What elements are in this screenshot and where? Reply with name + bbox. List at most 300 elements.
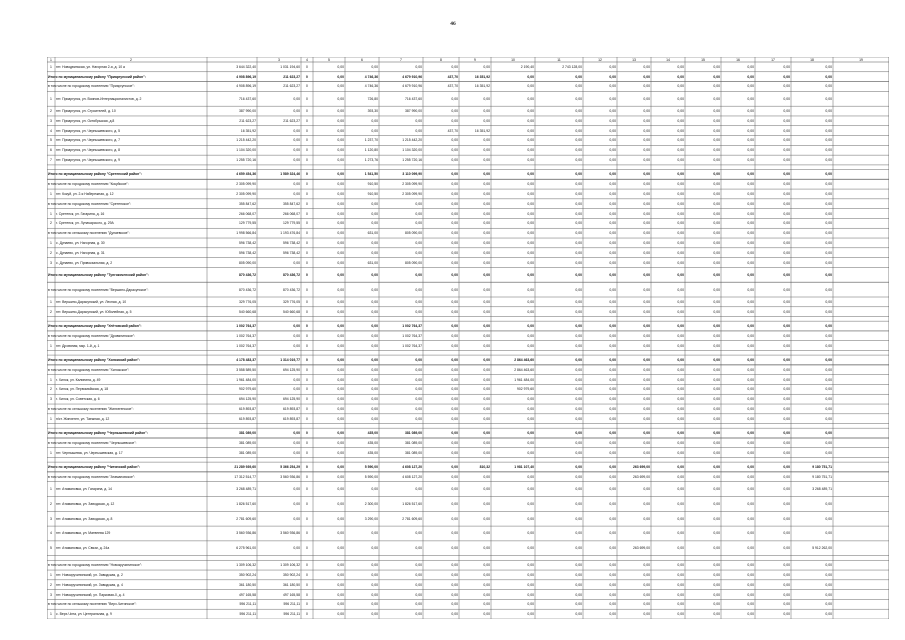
value-cell: 0,00 <box>451 148 458 153</box>
value-cell: 0,00 <box>713 387 720 392</box>
value-cell: 0,00 <box>825 201 832 206</box>
value-cell: 0,00 <box>609 231 616 236</box>
value-cell: 0,00 <box>451 250 458 255</box>
row-number: 1 <box>50 612 52 617</box>
value-cell: 0,00 <box>371 211 378 216</box>
value-cell: 0,00 <box>677 440 684 445</box>
value-cell: 381 089,00 <box>239 450 256 455</box>
value-cell: 0,00 <box>483 440 490 445</box>
row-name: Итого по муниципальному району "Хилокский район": <box>48 357 141 362</box>
value-cell: 0,00 <box>451 406 458 411</box>
value-cell: 805 090,00 <box>405 231 422 236</box>
value-cell: 0,00 <box>483 148 490 153</box>
value-cell: 0,00 <box>293 516 300 521</box>
value-cell: 0,00 <box>337 148 344 153</box>
value-cell: 0,00 <box>483 406 490 411</box>
row-name: пгт. Приаргунск, ул. Чернышевского, д. 5 <box>56 128 120 133</box>
value-cell: 0 <box>306 250 308 255</box>
value-cell: 0 <box>306 182 308 187</box>
value-cell: 0,00 <box>609 191 616 196</box>
value-cell: 631,00 <box>367 231 378 236</box>
value-cell: 0,00 <box>575 450 582 455</box>
value-cell: 0 <box>306 450 308 455</box>
value-cell: 0,00 <box>527 128 534 133</box>
value-cell: 0,00 <box>677 602 684 607</box>
row-number: 1 <box>50 572 52 577</box>
value-cell: 0,00 <box>825 357 832 362</box>
value-cell: 3 560 936,86 <box>280 474 300 479</box>
value-cell: 0,00 <box>825 343 832 348</box>
value-cell: 0,00 <box>825 416 832 421</box>
value-cell: 0,00 <box>575 299 582 304</box>
value-cell: 0,00 <box>713 357 720 362</box>
value-cell: 0,00 <box>575 474 582 479</box>
value-cell: 0,00 <box>527 221 534 226</box>
value-cell: 1 255 720,16 <box>236 158 256 163</box>
value-cell: 0,00 <box>527 612 534 617</box>
row-number: 1 <box>50 240 52 245</box>
value-cell: 0,00 <box>575 387 582 392</box>
value-cell: 0,00 <box>747 272 754 277</box>
value-cell: 0,00 <box>609 118 616 123</box>
row-name: в том числе по сельскому поселению "Верх-Читинское": <box>48 602 137 607</box>
value-cell: 0,00 <box>609 572 616 577</box>
value-cell: 0,00 <box>783 546 790 551</box>
value-cell: 0,00 <box>483 531 490 536</box>
value-cell: 0 <box>306 272 308 277</box>
value-cell: 0,00 <box>677 487 684 492</box>
value-cell: 0,00 <box>713 96 720 101</box>
value-cell: 381 089,00 <box>405 431 422 436</box>
value-cell: 0,00 <box>575 546 582 551</box>
row-number: 1 <box>50 191 52 196</box>
value-cell: 0 <box>306 324 308 329</box>
value-cell: 0,00 <box>575 287 582 292</box>
value-cell: 0,00 <box>371 397 378 402</box>
value-cell: 0,00 <box>451 367 458 372</box>
value-cell: 0 <box>306 464 308 469</box>
value-cell: 0,00 <box>371 367 378 372</box>
value-cell: 0,00 <box>483 324 490 329</box>
value-cell: 0,00 <box>747 260 754 265</box>
value-cell: 0,00 <box>527 191 534 196</box>
value-cell: 0,00 <box>783 324 790 329</box>
value-cell: 0,00 <box>643 299 650 304</box>
value-cell: 0,00 <box>783 84 790 89</box>
value-cell: 0,00 <box>747 240 754 245</box>
value-cell: 0,00 <box>643 309 650 314</box>
value-cell: 0,00 <box>747 118 754 123</box>
value-cell: 0,00 <box>643 211 650 216</box>
value-cell: 0,00 <box>643 333 650 338</box>
value-cell: 0,00 <box>609 343 616 348</box>
value-cell: 0,00 <box>575 397 582 402</box>
value-cell: 0,00 <box>483 582 490 587</box>
value-cell: 0,00 <box>337 602 344 607</box>
value-cell: 0,00 <box>451 138 458 143</box>
value-cell: 0,00 <box>825 96 832 101</box>
row-name: г. Сретенск, ул. Луначарского, д. 29А <box>56 221 114 226</box>
row-name: пгт. Приаргунск, ул. Октябрьская, д.8 <box>56 118 115 123</box>
value-cell: 0,00 <box>451 416 458 421</box>
value-cell: 619 893,87 <box>283 406 300 411</box>
value-cell: 0,00 <box>451 158 458 163</box>
value-cell: 0,00 <box>713 138 720 143</box>
value-cell: 0,00 <box>609 450 616 455</box>
value-cell: 0 <box>306 333 308 338</box>
value-cell: 0,00 <box>337 343 344 348</box>
value-cell: 0,00 <box>783 201 790 206</box>
column-number: 9 <box>474 57 476 62</box>
value-cell: 0 <box>306 201 308 206</box>
value-cell: 0,00 <box>747 464 754 469</box>
value-cell: 0,00 <box>337 158 344 163</box>
value-cell: 0,00 <box>337 440 344 445</box>
value-cell: 0,00 <box>337 612 344 617</box>
value-cell: 0,00 <box>747 387 754 392</box>
value-cell: 0,00 <box>783 612 790 617</box>
value-cell: 0,00 <box>293 501 300 506</box>
value-cell: 0,00 <box>825 406 832 411</box>
value-cell: 0,00 <box>747 563 754 568</box>
value-cell: 0,00 <box>677 211 684 216</box>
value-cell: 0,00 <box>783 240 790 245</box>
value-cell: 0,00 <box>451 431 458 436</box>
value-cell: 0,00 <box>337 128 344 133</box>
value-cell: 0,00 <box>575 309 582 314</box>
value-cell: 0,00 <box>677 118 684 123</box>
value-cell: 694 125,90 <box>239 397 256 402</box>
value-cell: 0,00 <box>677 158 684 163</box>
row-name: в том числе по городскому поселению "Чернышевское": <box>48 440 137 445</box>
value-cell: 0 <box>306 231 308 236</box>
value-cell: 0,00 <box>609 531 616 536</box>
value-cell: 0,00 <box>713 367 720 372</box>
value-cell: 0,00 <box>451 231 458 236</box>
value-cell: 0,00 <box>575 487 582 492</box>
value-cell: 0,00 <box>575 158 582 163</box>
column-number: 14 <box>666 57 670 62</box>
value-cell: 0,00 <box>643 612 650 617</box>
value-cell: 0,00 <box>643 272 650 277</box>
value-cell: 0,00 <box>483 431 490 436</box>
row-number: 5 <box>50 138 52 143</box>
row-name: в том числе по городскому поселению "Сретенское": <box>48 201 132 206</box>
value-cell: 0 <box>306 416 308 421</box>
value-cell: 2 190,40 <box>520 64 534 69</box>
value-cell: 0,00 <box>825 172 832 177</box>
value-cell: 4 659 454,36 <box>236 172 256 177</box>
value-cell: 0,00 <box>677 546 684 551</box>
value-cell: 0,00 <box>747 138 754 143</box>
value-cell: 0,00 <box>643 172 650 177</box>
row-name: пгт. Вершино-Дарасунский, ул. Юбилейная, д. 5 <box>56 309 132 314</box>
value-cell: 1 104 320,00 <box>402 148 422 153</box>
value-cell: 0,00 <box>451 474 458 479</box>
value-cell: 0,00 <box>293 324 300 329</box>
value-cell: 0,00 <box>371 299 378 304</box>
value-cell: 0,00 <box>713 440 720 445</box>
value-cell: 0,00 <box>483 474 490 479</box>
row-number: 1 <box>50 416 52 421</box>
page-number: 46 <box>450 21 456 27</box>
value-cell: 0,00 <box>337 516 344 521</box>
value-cell: 0,00 <box>575 333 582 338</box>
value-cell: 0,00 <box>337 572 344 577</box>
value-cell: 596 738,42 <box>239 250 256 255</box>
value-cell: 0,00 <box>677 450 684 455</box>
value-cell: 0,00 <box>713 118 720 123</box>
column-number: 13 <box>632 57 636 62</box>
value-cell: 0,00 <box>527 343 534 348</box>
value-cell: 0,00 <box>677 148 684 153</box>
value-cell: 0 <box>306 128 308 133</box>
value-cell: 0,00 <box>451 64 458 69</box>
value-cell: 0 <box>306 74 308 79</box>
value-cell: 1 998 566,84 <box>236 231 256 236</box>
value-cell: 0,00 <box>643 406 650 411</box>
value-cell: 4 746,36 <box>364 74 378 79</box>
value-cell: 0,00 <box>483 333 490 338</box>
value-cell: 0,00 <box>337 474 344 479</box>
value-cell: 0,00 <box>575 406 582 411</box>
row-name: г. Хилок, ул. Советская, д. 6 <box>56 397 100 402</box>
value-cell: 870 436,72 <box>283 272 300 277</box>
value-cell: 437,70 <box>447 128 458 133</box>
value-cell: 0,00 <box>337 250 344 255</box>
value-cell: 0,00 <box>337 74 344 79</box>
value-cell: 0,00 <box>747 602 754 607</box>
row-name: п/ст. Жипхеген, ул. Таежная, д. 12 <box>56 416 110 421</box>
value-cell: 0 <box>306 406 308 411</box>
value-cell: 1 002 764,37 <box>236 324 256 329</box>
value-cell: 0,00 <box>293 138 300 143</box>
value-cell: 0,00 <box>713 84 720 89</box>
value-cell: 0,00 <box>783 397 790 402</box>
value-cell: 0,00 <box>643 138 650 143</box>
value-cell: 0,00 <box>825 450 832 455</box>
value-cell: 0,00 <box>783 450 790 455</box>
value-cell: 0,00 <box>783 487 790 492</box>
value-cell: 1 541,50 <box>364 172 378 177</box>
row-number: 2 <box>50 221 52 226</box>
value-cell: 0,00 <box>747 397 754 402</box>
value-cell: 0,00 <box>677 431 684 436</box>
value-cell: 0,00 <box>337 416 344 421</box>
value-cell: 3 560 936,86 <box>280 531 300 536</box>
value-cell: 0,00 <box>713 377 720 382</box>
value-cell: 0,00 <box>609 582 616 587</box>
value-cell: 0,00 <box>783 118 790 123</box>
value-cell: 0,00 <box>609 182 616 187</box>
value-cell: 0,00 <box>527 563 534 568</box>
value-cell: 0,00 <box>643 118 650 123</box>
row-name: пгт. Дровяная, мкр. 1-й, д. 1 <box>56 343 100 348</box>
value-cell: 0 <box>306 431 308 436</box>
value-cell: 3 558 589,50 <box>236 367 256 372</box>
row-number: 7 <box>50 158 52 163</box>
value-cell: 0,00 <box>825 572 832 577</box>
value-cell: 6 275 961,00 <box>236 546 256 551</box>
value-cell: 0,00 <box>609 377 616 382</box>
value-cell: 0,00 <box>415 250 422 255</box>
value-cell: 0,00 <box>677 128 684 133</box>
value-cell: 0,00 <box>527 240 534 245</box>
row-number: 3 <box>50 592 52 597</box>
value-cell: 0,00 <box>783 148 790 153</box>
row-name: с. Верх-Чита, ул. Центральная, д. 9 <box>56 612 112 617</box>
row-number: 1 <box>50 299 52 304</box>
value-cell: 0,00 <box>527 299 534 304</box>
value-cell: 361 180,50 <box>283 582 300 587</box>
value-cell: 4 608 127,20 <box>402 464 422 469</box>
value-cell: 0,00 <box>783 109 790 114</box>
row-name: пгт. Атамановка, ул. Заводская, д. 8 <box>56 516 113 521</box>
value-cell: 0,00 <box>575 148 582 153</box>
value-cell: 0,00 <box>451 357 458 362</box>
value-cell: 0 <box>306 211 308 216</box>
value-cell: 0,00 <box>527 182 534 187</box>
value-cell: 0,00 <box>371 221 378 226</box>
value-cell: 0,00 <box>747 309 754 314</box>
value-cell: 0,00 <box>677 343 684 348</box>
value-cell: 0,00 <box>643 431 650 436</box>
value-cell: 0,00 <box>527 172 534 177</box>
value-cell: 631,00 <box>367 260 378 265</box>
row-name: пгт. Атамановка, ул. Матвеева 129 <box>56 531 111 536</box>
value-cell: 0,00 <box>527 287 534 292</box>
value-cell: 0,00 <box>825 158 832 163</box>
value-cell: 0,00 <box>643 357 650 362</box>
row-number: 2 <box>50 501 52 506</box>
value-cell: 0,00 <box>609 96 616 101</box>
value-cell: 0,00 <box>527 74 534 79</box>
value-cell: 540 660,68 <box>283 309 300 314</box>
value-cell: 0,00 <box>527 592 534 597</box>
value-cell: 16 351,92 <box>474 128 490 133</box>
value-cell: 1 002 764,37 <box>236 333 256 338</box>
value-cell: 0,00 <box>415 367 422 372</box>
value-cell: 0,00 <box>483 64 490 69</box>
value-cell: 0,00 <box>293 431 300 436</box>
value-cell: 0,00 <box>483 572 490 577</box>
value-cell: 0,00 <box>483 201 490 206</box>
value-cell: 0,00 <box>337 464 344 469</box>
value-cell: 0,00 <box>415 357 422 362</box>
value-cell: 0,00 <box>451 191 458 196</box>
value-cell: 0,00 <box>783 333 790 338</box>
value-cell: 0,00 <box>575 182 582 187</box>
value-cell: 0,00 <box>371 592 378 597</box>
value-cell: 0,00 <box>713 148 720 153</box>
value-cell: 0,00 <box>677 324 684 329</box>
value-cell: 0,00 <box>451 343 458 348</box>
value-cell: 596 738,42 <box>283 250 300 255</box>
value-cell: 0,00 <box>747 531 754 536</box>
value-cell: 0,00 <box>451 377 458 382</box>
value-cell: 0,00 <box>609 287 616 292</box>
column-number: 4 <box>306 57 308 62</box>
value-cell: 1 002 764,37 <box>236 343 256 348</box>
value-cell: 0,00 <box>713 74 720 79</box>
value-cell: 329 776,05 <box>239 299 256 304</box>
value-cell: 0,00 <box>451 260 458 265</box>
value-cell: 0,00 <box>677 592 684 597</box>
value-cell: 0,00 <box>747 250 754 255</box>
value-cell: 0,00 <box>783 96 790 101</box>
value-cell: 0,00 <box>825 592 832 597</box>
value-cell: 0,00 <box>713 109 720 114</box>
value-cell: 0,00 <box>609 109 616 114</box>
value-cell: 870 436,72 <box>283 287 300 292</box>
row-name: пгт. Приаргунск, ул. Чернышевского, д. 7 <box>56 138 120 143</box>
value-cell: 0,00 <box>643 96 650 101</box>
row-name: в том числе по сельскому поселению "Дунаевское": <box>48 231 130 236</box>
value-cell: 0,00 <box>713 612 720 617</box>
value-cell: 0,00 <box>527 211 534 216</box>
value-cell: 0,00 <box>609 416 616 421</box>
column-number: 3 <box>278 57 280 62</box>
value-cell: 0,00 <box>371 343 378 348</box>
row-name: с. Дунаево, ул. Привокзальная, д. 2 <box>56 260 113 265</box>
value-cell: 0,00 <box>643 397 650 402</box>
value-cell: 0,00 <box>575 501 582 506</box>
value-cell: 0,00 <box>609 74 616 79</box>
value-cell: 0,00 <box>337 172 344 177</box>
value-cell: 0,00 <box>483 287 490 292</box>
value-cell: 0,00 <box>677 96 684 101</box>
value-cell: 0,00 <box>527 250 534 255</box>
value-cell: 0,00 <box>293 182 300 187</box>
value-cell: 0,00 <box>643 201 650 206</box>
value-cell: 0,00 <box>371 546 378 551</box>
value-cell: 0,00 <box>713 182 720 187</box>
value-cell: 0,00 <box>575 531 582 536</box>
column-number: 6 <box>361 57 363 62</box>
value-cell: 0 <box>306 440 308 445</box>
value-cell: 0,00 <box>575 592 582 597</box>
value-cell: 263 699,00 <box>633 474 650 479</box>
value-cell: 0,00 <box>337 287 344 292</box>
value-cell: 0,00 <box>643 416 650 421</box>
value-cell: 0,00 <box>371 324 378 329</box>
value-cell: 0,00 <box>783 416 790 421</box>
value-cell: 0,00 <box>337 191 344 196</box>
value-cell: 435,00 <box>367 450 378 455</box>
value-cell: 2 864 463,60 <box>514 357 534 362</box>
value-cell: 0,00 <box>575 464 582 469</box>
value-cell: 0,00 <box>783 287 790 292</box>
value-cell: 0,00 <box>609 487 616 492</box>
value-cell: 0,00 <box>783 406 790 411</box>
value-cell: 0,00 <box>747 191 754 196</box>
value-cell: 0,00 <box>293 158 300 163</box>
value-cell: 0,00 <box>643 343 650 348</box>
value-cell: 694 125,90 <box>283 367 300 372</box>
value-cell: 0,00 <box>747 128 754 133</box>
value-cell: 0 <box>306 343 308 348</box>
row-number: 2 <box>50 250 52 255</box>
value-cell: 1 120,80 <box>364 148 378 153</box>
value-cell: 0,00 <box>483 138 490 143</box>
value-cell: 0,00 <box>527 231 534 236</box>
value-cell: 381 089,00 <box>405 450 422 455</box>
row-name: в том числе по городскому поселению "Кокуйское": <box>48 182 129 187</box>
value-cell: 0,00 <box>527 572 534 577</box>
value-cell: 0,00 <box>609 221 616 226</box>
value-cell: 0 <box>306 138 308 143</box>
value-cell: 1 215 442,20 <box>236 138 256 143</box>
